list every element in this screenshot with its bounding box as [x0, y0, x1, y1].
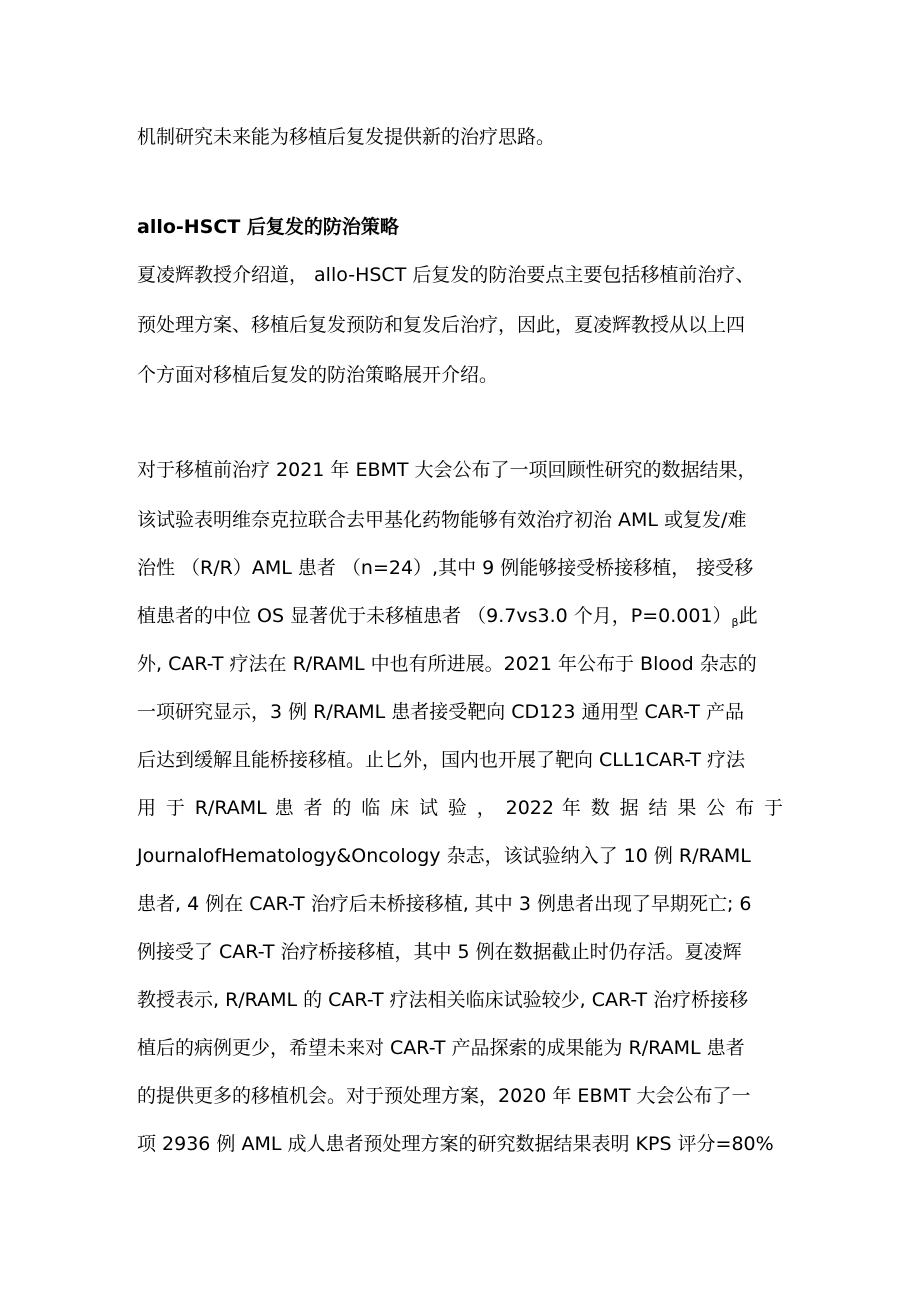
paragraph2-line-4-text: 植患者的中位 OS 显著优于未移植患者 （9.7vs3.0 个月，P=0.001）	[137, 605, 732, 627]
paragraph2-line-6: 一项研究显示，3 例 R/RAML 患者接受靶向 CD123 通用型 CAR-T 产品	[137, 701, 744, 723]
paragraph1-line-3: 个方面对移植后复发的防治策略展开介绍。	[137, 364, 499, 386]
paragraph2-line-15: 项 2936 例 AML 成人患者预处理方案的研究数据结果表明 KPS 评分=80%	[137, 1133, 774, 1155]
paragraph2-line-13: 植后的病例更少，希望未来对 CAR-T 产品探索的成果能为 R/RAML 患者	[137, 1037, 745, 1059]
paragraph2-line-4-tail: 此	[738, 605, 758, 627]
paragraph2-line-4	[137, 604, 758, 635]
paragraph2-line-2: 该试验表明维奈克拉联合去甲基化药物能够有效治疗初治 AML 或复发/难	[137, 509, 747, 531]
paragraph2-line-3: 治性 （R/R）AML 患者 （n=24）,其中 9 例能够接受桥接移植， 接受移	[137, 557, 754, 579]
section-heading: allo-HSCT 后复发的防治策略	[137, 216, 399, 238]
paragraph2-line-14: 的提供更多的移植机会。对于预处理方案，2020 年 EBMT 大会公布了一	[137, 1085, 751, 1107]
paragraph2-line-5: 外, CAR-T 疗法在 R/RAML 中也有所进展。2021 年公布于 Blood 杂志的	[137, 653, 757, 675]
paragraph2-line-10: 患者, 4 例在 CAR-T 治疗后未桥接移植, 其中 3 例患者出现了早期死亡; 6	[137, 893, 752, 915]
paragraph2-line-11: 例接受了 CAR-T 治疗桥接移植，其中 5 例在数据截止时仍存活。夏凌辉	[137, 941, 742, 963]
intro-line: 机制研究未来能为移植后复发提供新的治疗思路。	[137, 126, 556, 148]
paragraph2-line-1: 对于移植前治疗 2021 年 EBMT 大会公布了一项回顾性研究的数据结果，	[137, 459, 757, 481]
paragraph1-line-1: 夏凌辉教授介绍道， allo-HSCT 后复发的防治要点主要包括移植前治疗、	[137, 264, 755, 286]
paragraph1-line-2: 预处理方案、移植后复发预防和复发后治疗，因此，夏凌辉教授从以上四	[137, 314, 746, 336]
paragraph2-line-7: 后达到缓解且能桥接移植。止匕外，国内也开展了靶向 CLL1CAR-T 疗法	[137, 749, 746, 771]
paragraph2-line-8: 用 于 R/RAML 患 者 的 临 床 试 验 ， 2022 年 数 据 结 果 公 布 于	[137, 797, 783, 819]
paragraph2-line-9: JournalofHematology&Oncology 杂志，该试验纳入了 10 例 R/RAML	[137, 845, 751, 867]
paragraph2-line-12: 教授表示, R/RAML 的 CAR-T 疗法相关临床试验较少, CAR-T 治疗桥接移	[137, 989, 749, 1011]
citation-mark: β	[731, 616, 739, 629]
